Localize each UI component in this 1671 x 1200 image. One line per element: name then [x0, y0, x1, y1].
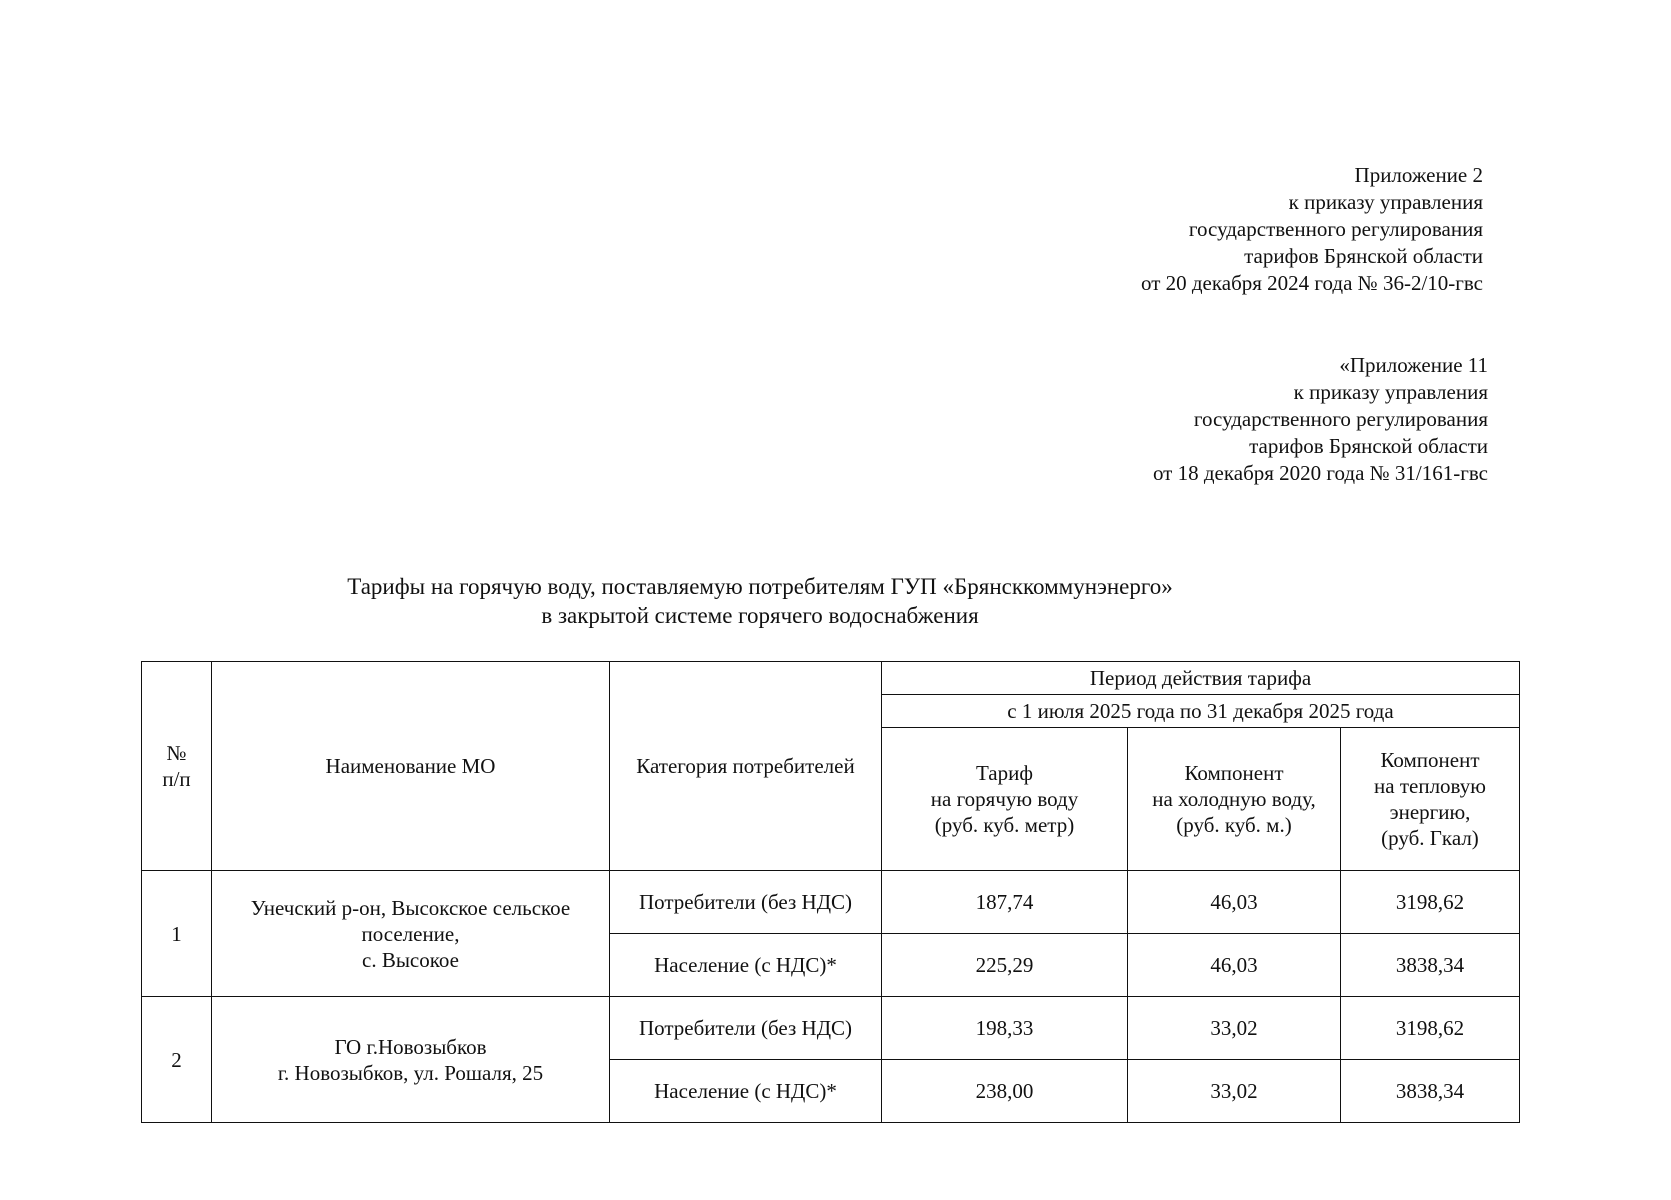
row-category: Население (с НДС)* [610, 1060, 882, 1123]
header-category: Категория потребителей [610, 662, 882, 871]
prior-appendix-line: «Приложение 11 [1339, 353, 1488, 377]
row-tariff: 187,74 [882, 871, 1128, 934]
row-category: Потребители (без НДС) [610, 871, 882, 934]
appendix-line: государственного регулирования [1188, 217, 1483, 241]
row-tariff: 225,29 [882, 934, 1128, 997]
header-heat-component: Компонент на тепловую энергию, (руб. Гкал) [1341, 728, 1520, 871]
title-line: в закрытой системе горячего водоснабжения [541, 603, 979, 628]
table-row [142, 871, 1520, 934]
row-number: 2 [142, 997, 212, 1123]
header-cold-component: Компонент на холодную воду, (руб. куб. м.) [1128, 728, 1341, 871]
document-title [0, 572, 1520, 630]
row-heat: 3198,62 [1341, 871, 1520, 934]
appendix-header-block [1141, 162, 1483, 297]
header-row [142, 662, 1520, 695]
tariff-table [141, 661, 1520, 1123]
row-category: Потребители (без НДС) [610, 997, 882, 1060]
row-mo-name: Унечский р-он, Высокское сельское поселение, с. Высокое [212, 871, 610, 997]
title-line: Тарифы на горячую воду, поставляемую потребителям ГУП «Брянсккоммунэнерго» [347, 574, 1173, 599]
prior-appendix-header-block [1153, 352, 1488, 487]
header-period: Период действия тарифа [882, 662, 1520, 695]
row-heat: 3198,62 [1341, 997, 1520, 1060]
row-heat: 3838,34 [1341, 1060, 1520, 1123]
appendix-line: Приложение 2 [1354, 163, 1483, 187]
appendix-line: к приказу управления [1288, 190, 1483, 214]
row-tariff: 198,33 [882, 997, 1128, 1060]
row-cold: 46,03 [1128, 871, 1341, 934]
header-mo-name: Наименование МО [212, 662, 610, 871]
header-number: № п/п [142, 662, 212, 871]
header-tariff: Тариф на горячую воду (руб. куб. метр) [882, 728, 1128, 871]
row-cold: 33,02 [1128, 997, 1341, 1060]
row-mo-name: ГО г.Новозыбков г. Новозыбков, ул. Рошаля, 25 [212, 997, 610, 1123]
prior-appendix-line: государственного регулирования [1193, 407, 1488, 431]
appendix-line: тарифов Брянской области [1244, 244, 1483, 268]
row-heat: 3838,34 [1341, 934, 1520, 997]
row-number: 1 [142, 871, 212, 997]
prior-appendix-line: от 18 декабря 2020 года № 31/161-гвс [1152, 461, 1488, 485]
prior-appendix-line: тарифов Брянской области [1249, 434, 1488, 458]
appendix-line: от 20 декабря 2024 года № 36-2/10-гвс [1140, 271, 1483, 295]
row-cold: 46,03 [1128, 934, 1341, 997]
prior-appendix-line: к приказу управления [1293, 380, 1488, 404]
header-period-range: с 1 июля 2025 года по 31 декабря 2025 года [882, 695, 1520, 728]
row-tariff: 238,00 [882, 1060, 1128, 1123]
row-cold: 33,02 [1128, 1060, 1341, 1123]
row-category: Население (с НДС)* [610, 934, 882, 997]
table-row [142, 997, 1520, 1060]
